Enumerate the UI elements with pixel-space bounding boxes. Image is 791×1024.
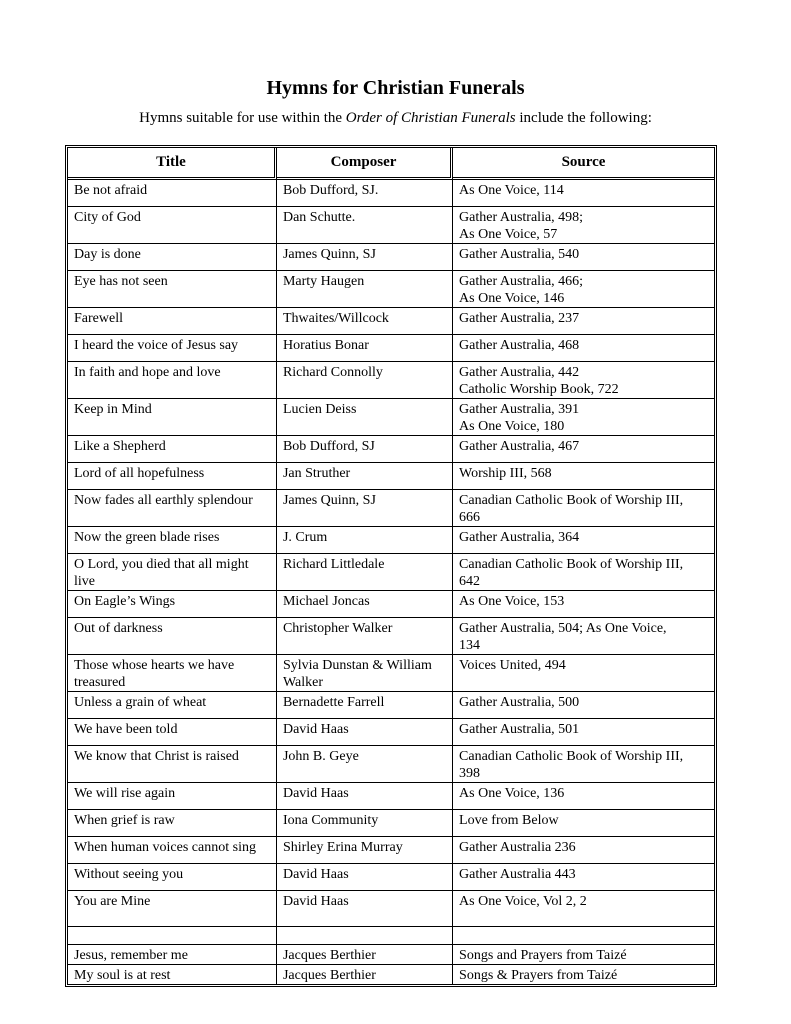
table-row bbox=[68, 746, 714, 783]
table-row bbox=[68, 591, 714, 618]
header-title: Title bbox=[68, 148, 277, 180]
table-row bbox=[68, 490, 714, 527]
table-row bbox=[68, 837, 714, 864]
hymn-composer-cell: Thwaites/Willcock bbox=[277, 308, 453, 335]
hymn-composer-cell: David Haas bbox=[277, 891, 453, 927]
hymn-composer-cell: Bob Dufford, SJ. bbox=[277, 180, 453, 207]
hymn-source-cell: Gather Australia, 540 bbox=[453, 244, 714, 271]
table-row bbox=[68, 655, 714, 692]
hymn-source-cell: Voices United, 494 bbox=[453, 655, 714, 692]
hymn-source-cell: Gather Australia, 237 bbox=[453, 308, 714, 335]
table-header-row bbox=[68, 148, 714, 180]
hymn-composer-cell: Jacques Berthier bbox=[277, 945, 453, 965]
intro-text-start: Hymns suitable for use within the bbox=[139, 110, 346, 126]
hymn-source-cell: As One Voice, 114 bbox=[453, 180, 714, 207]
table-row bbox=[68, 436, 714, 463]
hymn-title-cell: We have been told bbox=[68, 719, 277, 746]
hymn-composer-cell bbox=[277, 927, 453, 945]
hymn-title-cell: Farewell bbox=[68, 308, 277, 335]
hymn-title-cell bbox=[68, 927, 277, 945]
hymn-source-cell: Gather Australia, 468 bbox=[453, 335, 714, 362]
hymn-source-cell: Gather Australia, 504; As One Voice, 134 bbox=[453, 618, 714, 655]
hymn-source-cell: Gather Australia, 500 bbox=[453, 692, 714, 719]
hymn-composer-cell: David Haas bbox=[277, 783, 453, 810]
hymn-title-cell: Eye has not seen bbox=[68, 271, 277, 308]
intro-text bbox=[0, 109, 791, 127]
hymn-source-cell: Songs and Prayers from Taizé bbox=[453, 945, 714, 965]
table-row bbox=[68, 335, 714, 362]
table-row bbox=[68, 554, 714, 591]
hymn-title-cell: When grief is raw bbox=[68, 810, 277, 837]
table-row bbox=[68, 399, 714, 436]
hymn-source-cell: As One Voice, Vol 2, 2 bbox=[453, 891, 714, 927]
hymn-source-cell: As One Voice, 136 bbox=[453, 783, 714, 810]
hymn-composer-cell: Lucien Deiss bbox=[277, 399, 453, 436]
hymn-composer-cell: John B. Geye bbox=[277, 746, 453, 783]
hymn-title-cell: Keep in Mind bbox=[68, 399, 277, 436]
hymn-title-cell: You are Mine bbox=[68, 891, 277, 927]
hymn-title-cell: City of God bbox=[68, 207, 277, 244]
hymn-composer-cell: Richard Connolly bbox=[277, 362, 453, 399]
table-row bbox=[68, 271, 714, 308]
hymn-title-cell: O Lord, you died that all might live bbox=[68, 554, 277, 591]
hymn-composer-cell: Bernadette Farrell bbox=[277, 692, 453, 719]
hymn-composer-cell: J. Crum bbox=[277, 527, 453, 554]
hymn-title-cell: We will rise again bbox=[68, 783, 277, 810]
hymn-source-cell bbox=[453, 927, 714, 945]
hymn-source-cell: Gather Australia, 498; As One Voice, 57 bbox=[453, 207, 714, 244]
table-row bbox=[68, 891, 714, 927]
hymn-composer-cell: James Quinn, SJ bbox=[277, 490, 453, 527]
hymn-source-cell: Gather Australia 236 bbox=[453, 837, 714, 864]
hymn-source-cell: Gather Australia 443 bbox=[453, 864, 714, 891]
hymn-composer-cell: Sylvia Dunstan & William Walker bbox=[277, 655, 453, 692]
hymn-title-cell: Now the green blade rises bbox=[68, 527, 277, 554]
hymn-source-cell: Canadian Catholic Book of Worship III, 666 bbox=[453, 490, 714, 527]
hymn-title-cell: Like a Shepherd bbox=[68, 436, 277, 463]
page-title: Hymns for Christian Funerals bbox=[266, 77, 525, 99]
hymn-title-cell: Unless a grain of wheat bbox=[68, 692, 277, 719]
hymn-composer-cell: Richard Littledale bbox=[277, 554, 453, 591]
hymn-source-cell: Love from Below bbox=[453, 810, 714, 837]
hymn-title-cell: Day is done bbox=[68, 244, 277, 271]
hymn-source-cell: Gather Australia, 364 bbox=[453, 527, 714, 554]
hymn-composer-cell: Michael Joncas bbox=[277, 591, 453, 618]
table-row bbox=[68, 965, 714, 984]
table-row bbox=[68, 463, 714, 490]
hymn-title-cell: Lord of all hopefulness bbox=[68, 463, 277, 490]
table-row bbox=[68, 308, 714, 335]
table-row bbox=[68, 207, 714, 244]
hymn-source-cell: As One Voice, 153 bbox=[453, 591, 714, 618]
hymn-title-cell: On Eagle’s Wings bbox=[68, 591, 277, 618]
hymn-title-cell: Without seeing you bbox=[68, 864, 277, 891]
intro-text-end: include the following: bbox=[515, 110, 652, 126]
hymn-title-cell: Those whose hearts we have treasured bbox=[68, 655, 277, 692]
hymn-composer-cell: Iona Community bbox=[277, 810, 453, 837]
intro-text-italic: Order of Christian Funerals bbox=[345, 110, 516, 126]
hymn-title-cell: When human voices cannot sing bbox=[68, 837, 277, 864]
table-row bbox=[68, 945, 714, 965]
hymn-source-cell: Gather Australia, 466; As One Voice, 146 bbox=[453, 271, 714, 308]
hymn-composer-cell: Marty Haugen bbox=[277, 271, 453, 308]
hymn-title-cell: My soul is at rest bbox=[68, 965, 277, 984]
table-row bbox=[68, 927, 714, 945]
table-row bbox=[68, 810, 714, 837]
table-row bbox=[68, 864, 714, 891]
hymn-composer-cell: Bob Dufford, SJ bbox=[277, 436, 453, 463]
hymn-composer-cell: Dan Schutte. bbox=[277, 207, 453, 244]
hymn-composer-cell: Christopher Walker bbox=[277, 618, 453, 655]
hymn-composer-cell: Jacques Berthier bbox=[277, 965, 453, 984]
table-body bbox=[68, 180, 714, 984]
hymn-title-cell: We know that Christ is raised bbox=[68, 746, 277, 783]
hymn-title-cell: Now fades all earthly splendour bbox=[68, 490, 277, 527]
hymn-source-cell: Gather Australia, 442 Catholic Worship Book, 722 bbox=[453, 362, 714, 399]
header-composer: Composer bbox=[277, 148, 453, 180]
hymn-title-cell: I heard the voice of Jesus say bbox=[68, 335, 277, 362]
table-row bbox=[68, 362, 714, 399]
hymn-source-cell: Canadian Catholic Book of Worship III, 642 bbox=[453, 554, 714, 591]
table-row bbox=[68, 244, 714, 271]
table-row bbox=[68, 719, 714, 746]
hymn-source-cell: Gather Australia, 467 bbox=[453, 436, 714, 463]
hymn-composer-cell: Horatius Bonar bbox=[277, 335, 453, 362]
hymn-composer-cell: James Quinn, SJ bbox=[277, 244, 453, 271]
table-row bbox=[68, 618, 714, 655]
hymn-title-cell: In faith and hope and love bbox=[68, 362, 277, 399]
hymn-source-cell: Songs & Prayers from Taizé bbox=[459, 968, 618, 983]
table-row bbox=[68, 527, 714, 554]
table-row bbox=[68, 692, 714, 719]
hymn-source-cell: Gather Australia, 501 bbox=[453, 719, 714, 746]
hymn-source-cell: Gather Australia, 391 As One Voice, 180 bbox=[453, 399, 714, 436]
hymn-composer-cell: David Haas bbox=[277, 864, 453, 891]
hymn-composer-cell: Shirley Erina Murray bbox=[277, 837, 453, 864]
table-row bbox=[68, 783, 714, 810]
hymn-composer-cell: David Haas bbox=[277, 719, 453, 746]
hymn-source-cell: Worship III, 568 bbox=[453, 463, 714, 490]
hymn-source-cell: Canadian Catholic Book of Worship III, 398 bbox=[453, 746, 714, 783]
hymn-composer-cell: Jan Struther bbox=[277, 463, 453, 490]
hymn-title-cell: Jesus, remember me bbox=[68, 945, 277, 965]
hymn-title-cell: Out of darkness bbox=[68, 618, 277, 655]
table-row bbox=[68, 180, 714, 207]
hymn-title-cell: Be not afraid bbox=[68, 180, 277, 207]
hymns-table bbox=[65, 145, 717, 987]
header-source: Source bbox=[453, 148, 714, 180]
